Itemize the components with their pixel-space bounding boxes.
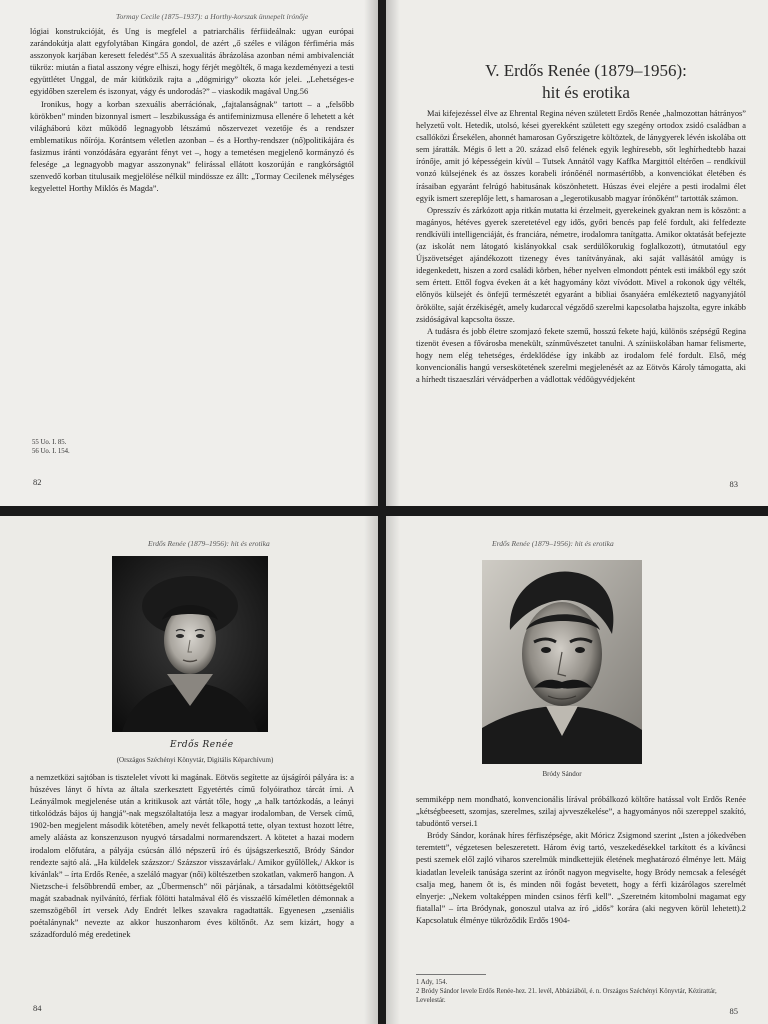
- running-head: Erdős Renée (1879–1956): hit és erotika: [148, 539, 270, 548]
- paragraph: lógiai konstrukcióját, és Ung is megfelel a patriarchális férfiideálnak: ugyan európai zarándokútja alatt egyfolytában Kingára gondol, de azért „ő széles e világon férfiméria más asszonyok karjában keresett feledést”.55 A szexualitás ábrázolása azonban némi ambivalenciát tükröz: miután a fiatal asszony végre elhiszi, hogy férjét megölték, ő maga kezdeményezi a testi együttlétet Unggal, de már kiütközik rajta a „dögmirigy” okozta kór jelei. „Lehetséges-e egyidőben szerelem és iszonyat, vágy és undorodás?” – viaskodik magával Ung.56: [30, 27, 354, 97]
- body-text: [416, 108, 746, 386]
- page-number: 83: [729, 479, 738, 489]
- body-text: [416, 794, 746, 927]
- portrait-erdos-renee: [112, 556, 268, 732]
- portrait-brody-sandor: [482, 560, 642, 764]
- paragraph: semmiképp nem mondható, konvencionális lírával próbálkozó költőre hatással volt Erdős Renée „kétségbeesett, szomjas, szerelmes, szilaj ajvveszékelése”, a hagyományos női szereppel szakító, tabudöntő versei.1: [416, 795, 746, 829]
- paragraph: a nemzetközi sajtóban is tisztelelet vívott ki magának. Eötvös segítette az újságírói pályára is: a húszéves lányt ő hívta az általa szerkesztett Egyetértés című folyóirathoz tárcát írni. A Leányálmok megjelenése után a kritikusok azt vártát tőle, hogy „a halk tartózkodás, a leányi titkolódzás bájos új hangjá”-nak megszólaltatója lesz a magyar irodalomban, de Versek című, 1902-ben megjelent második kötetében, amely nevét felkapottá tette, olyan textust hozott létre, amely aláásta az konszenzuson nyugvó társadalmi normarendszert. A kötetet a hazai modern irodalom előfutára, a pályája csúcsán álló népszerű író és újságszerkesztő, Bródy Sándor rendezte sajtó alá. „Ha küldelek százszor:/ Százszor visszavárlak./ Amikor gyűlöllek,/ Akkor is kívánlak” – írta Erdős Renée, a szeláló magyar (női) költészetben szokatlan, vakmerő hangon. A Nietzsche-i felsőbbrendű ember, az „Übermensch” női párjának, a társadalmi kötöttségektől magát szabadnak nyilvánító, férfiak fölötti hatalmával élő és visszaélő kíméletlen démonnak a szemszögéből írt versek Ady Endrét lelkes szavakra ragadtatták. Egyenesen „zseniális poétalánynak” nevezte az akkor huszonharom éves költőnőt. Az sem kizárt, hogy a századforduló még eredetinek: [30, 773, 354, 940]
- paragraph: A tudásra és jobb életre szomjazó fekete szemű, hosszú fekete hajú, különös szépségű Regina tizenöt évesen a fővárosba menekült, színművészetet tanulni. A színiiskolában hamar felismerte, hogy nem elég tehetséges, érdeklődése így inkább az irodalom felé fordult. Első, még konvencionális hangú verseskötetének szerelmi megjelenését az az Eötvös Károly támogatta, aki a hírhedt tiszaeszlári vérvádperben a vádlottak védőügyvédjeként: [416, 326, 746, 385]
- page-number: 85: [729, 1006, 738, 1016]
- signature-text: Erdős Renée: [170, 740, 234, 750]
- gutter-shadow: [364, 516, 378, 1024]
- chapter-title-line: V. Erdős Renée (1879–1956):: [485, 61, 687, 80]
- page-82: [0, 0, 378, 506]
- page-83: [386, 0, 768, 506]
- paragraph: Opresszív és zárkózott apja ritkán mutatta ki érzelmeit, gyerekeinek gyakran nem is köszönt: a magányos, hétéves gyerek szeretetével egy idős, győri bencés pap felé fordult, aki felfedezte rendkívüli intelligenciáját, és franciára, németre, irodalomra tanítgatta. Amikor oktatását befejezte (az iskolát nem látogató kislányokkal csak serdülőkorukig foglalkozott), útmutatóul egy Újszövetséget ajándékozott tizenegy éves tanítványának, aki saját vallásától amúgy is idegenkedett, hiszen a zord családi körben, héber nyelven elmondott péntek esti imákból egy szót sem értett. Ettől fogva éveken át a két hagyomány közt vívódott. Mivel a rokonok úgy vélték, előnyös külsejét és önfejű természetét egyaránt a bibliai ősanyáéra emlékeztető nagyanyjától örökölte, saját érzékiségét, amely kudarccal végződő szerelmi kapcsolatba hajszolta, egyre inkább zsidóságával kapcsolta össze.: [416, 205, 746, 324]
- body-text: [30, 26, 354, 195]
- chapter-title-line: hit és erotika: [542, 83, 630, 102]
- page-number: 82: [33, 477, 42, 487]
- paragraph: Mai kifejezéssel élve az Ehrental Regina néven született Erdős Renée „halmozottan hátrányos” helyzetű volt. Hetedik, utolsó, kései gyerekként született egy szegény ortodox zsidó családban a csallóközi Érsekélen, ahonnét hamarosan Győrszigetre költöztek, de lánygyerek lévén iskolába ott sem járatták. Mégis ő lett a 20. század első felének egyik leghíresebb, sőt leghírhedtebb hazai írónője, amit jó képességein kívül – Tutsek Annától vagy Kaffka Margittól eltérően – rendkívül vonzó külsejének és az összes korabeli írónőénél normasértőbb, a konvenciókat életében és írásaiban egyaránt felrúgó habitusának köszönhetett. Húszas évei elejére a pesti irodalmi élet egyik ismert szereplője lett, s hamarosan a „legerotikusabb magyar írónőként” tartották számon.: [416, 109, 746, 203]
- gutter-shadow: [386, 0, 400, 506]
- footnotes: [416, 978, 746, 1006]
- page-number: 84: [33, 1003, 42, 1013]
- footnote: 1 Ady, 154.: [416, 979, 448, 986]
- gutter-shadow: [364, 0, 378, 506]
- image-caption: (Országos Széchényi Könyvtár, Digitális Képarchívum): [116, 756, 274, 764]
- body-text: [30, 772, 354, 941]
- portrait-image: [112, 556, 268, 732]
- footnote: 55 Uo. I. 85.: [32, 439, 67, 446]
- footnotes: [32, 438, 70, 456]
- page-85: [386, 516, 768, 1024]
- footnote-rule: [416, 974, 486, 975]
- running-head: Tormay Cecile (1875–1937): a Horthy-korszak ünnepelt írónője: [116, 12, 309, 21]
- footnote: 2 Bródy Sándor levele Erdős Renée-hez. 21. levél, Abbáziából, é. n. Országos Széchényi Könyvtár, Kézirattár, Levelestár.: [416, 988, 717, 1005]
- signature: [170, 740, 234, 750]
- chapter-title: [426, 60, 746, 104]
- paragraph: Ironikus, hogy a korban szexuális aberrációnak, „fajtalanságnak” tartott – a „felsőbb körökben” minden bizonnyal ismert – leszbikussága és antifeminizmusa ellenére ő lehetett a két világháború közt működő legnagyobb létszámú nőszervezet vezetője és a rendszer emblematikus nőírója. Korántsem véletlen azonban – és a Horthy-rendszer (nő)politikájára és fasizmus iránti vonzódására egyaránt fényt vet –, hogy a temetésen megjelenő kormányzó és felesége „a legnagyobb magyar asszonynak” felirással ellátott koszorúján e rangkórságtól szenvedő korban titulusaik megjelölése nélkül mindössze ez állt: „Tormay Cecilenek mélységes kegyelettel Horthy Miklós és Magda”.: [30, 99, 354, 194]
- running-head: Erdős Renée (1879–1956): hit és erotika: [492, 539, 614, 548]
- footnote: 56 Uo. I. 154.: [32, 448, 70, 456]
- paragraph: Bródy Sándor, korának híres férfiszépsége, akit Móricz Zsigmond szerint „Isten a jókedvében teremtett”, végzetesen beleszeretett. Három évig tartó, veszekedésekkel tarkított és a kívâncsi pesti szemek elől zajló viharos szerelmük mindkettejük életének meghatározó élménye lett. Máig kiadatlan leveleik tanúsága szerint az írónőt nagyon megviselte, hogy Bródy nemcsak a feleségét csalja meg, hanem őt is, és minden női fogást bevetett, hogy a férfi kizárólagos szerelmét elnyerje: „Nekem voltaképpen minden csinos férfi kell”. „Szeretném kitombolni magamat egy fiatallal” – írta Bródynak, gonoszul utalva az író „idős” korára (aki negyven körül lehetett).2 Kapcsolatuk élménye tükröződik Erdős 1904-: [416, 831, 746, 925]
- image-caption: Bródy Sándor: [542, 770, 582, 778]
- gutter-shadow: [386, 516, 400, 1024]
- page-84: [0, 516, 378, 1024]
- portrait-image: [482, 560, 642, 764]
